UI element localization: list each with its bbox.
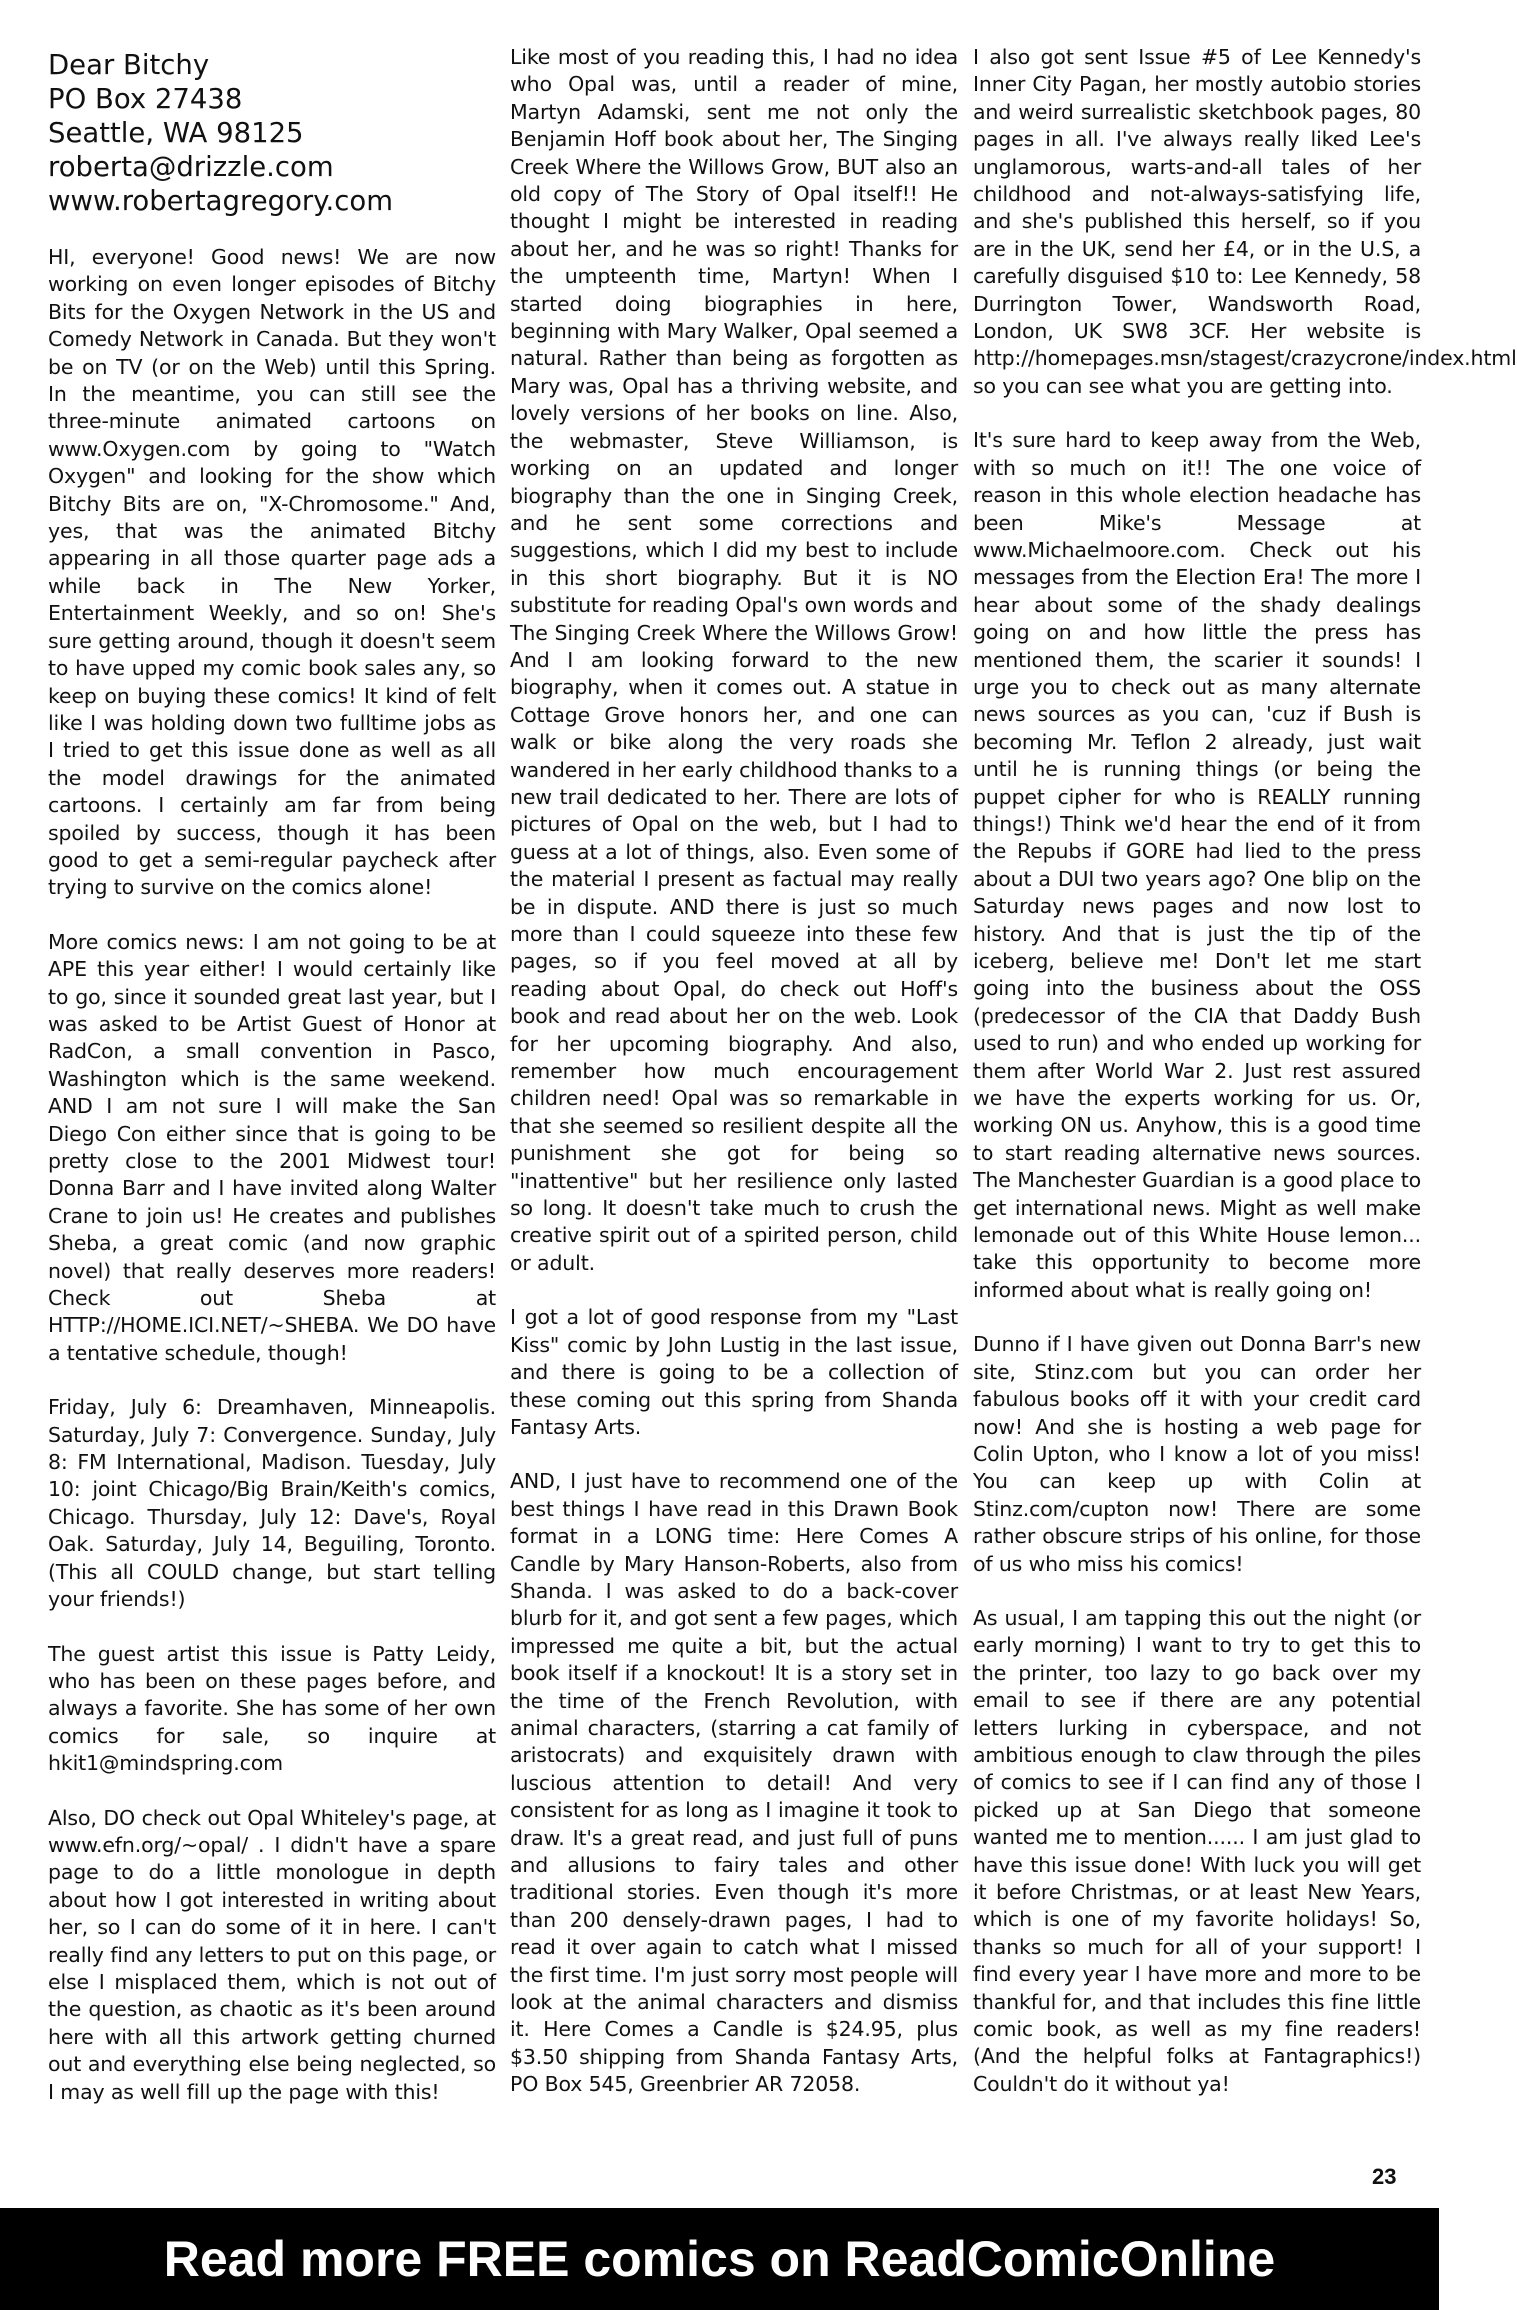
paragraph: More comics news: I am not going to be at APE this year either! I would certainly like to go, since it sounded great last year, but I was asked to be Artist Guest of Honor at RadCon, a small convention in Pasco, Washington which is the same weekend. AND I am not sure I will make the San Diego Con either since that is going to be pretty close to the 2001 Midwest tour! Donna Barr and I have invited along Walter Crane to join us! He creates and publishes Sheba, a great comic (and now graphic novel) that really deserves more readers! Check out Sheba at HTTP://HOME.ICI.NET/~SHEBA. We DO have a tentative schedule, though! (48, 929, 496, 1365)
mailing-address (48, 48, 496, 218)
address-website: www.robertagregory.com (48, 185, 394, 217)
promo-banner (0, 2208, 1439, 2310)
page-number: 23 (1372, 2164, 1397, 2189)
banner-text: Read more FREE comics on ReadComicOnline (163, 2231, 1276, 2287)
paragraph: AND, I just have to recommend one of the best things I have read in this Drawn Book format in a LONG time: Here Comes A Candle by Mary Hanson-Roberts, also from Shanda. I was asked to do a back-cover blurb for it, and got sent a few pages, which impressed me quite a bit, but the actual book itself if a knockout! It is a story set in the time of the French Revolution, with animal characters, (starring a cat family of aristocrats) and exquisitely drawn with luscious attention to detail! And very consistent for as long as I imagine it took to draw. It's a great read, and just full of puns and allusions to fairy tales and other traditional stories. Even though it's more than 200 densely-drawn pages, I had to read it over again to catch what I missed the first time. I'm just sorry most people will look at the animal characters and dismiss it. Here Comes a Candle is $24.95, plus $3.50 shipping from Shanda Fantasy Arts, PO Box 545, Greenbrier AR 72058. (510, 1469, 958, 2097)
paragraph: I also got sent Issue #5 of Lee Kennedy's Inner City Pagan, her mostly autobio stories and weird surrealistic sketchbook pages, 80 pages in all. I've always really liked Lee's unglamorous, warts-and-all tales of her childhood and not-always-satisfying life, and she's published this herself, so if you are in the UK, send her £4, or in the U.S, a carefully disguised $10 to: Lee Kennedy, 58 Durrington Tower, Wandsworth Road, London, UK SW8 3CF. Her website is http://homepages.msn/stagest/crazycrone/index.html so you can see what you are getting into. (973, 45, 1517, 398)
paragraph: As usual, I am tapping this out the night (or early morning) I want to try to get this to the printer, too lazy to go back over my email to see if there are any potential letters lurking in cyberspace, and not ambitious enough to claw through the piles of comics to see if I can find any of those I picked up at San Diego that someone wanted me to mention...... I am just glad to have this issue done! With luck you will get it before Christmas, or at least New Years, which is one of my favorite holidays! So, thanks so much for all of your support! I find every year I have more and more to be thankful for, and that includes this fine little comic book, as well as my fine readers! (And the helpful folks at Fantagraphics!) Couldn't do it without ya! (973, 1605, 1421, 2096)
column-2 (510, 44, 958, 2126)
column-3 (973, 44, 1517, 2125)
address-city: Seattle, WA 98125 (48, 117, 304, 149)
paragraph: It's sure hard to keep away from the Web, with so much on it!! The one voice of reason in this whole election headache has been Mike's Message at www.Michaelmoore.com. Check out his messages from the Election Era! The more I hear about some of the shady dealings going on and how little the press has mentioned them, the scarier it sounds! I urge you to check out as many alternate news sources as you can, 'cuz if Bush is becoming Mr. Teflon 2 already, just wait until he is running things (or being the puppet cipher for who is REALLY running things!) Think we'd hear the end of it from the Repubs if GORE had lied to the press about a DUI two years ago? One blip on the Saturday news pages and now lost to history. And that is just the tip of the iceberg, believe me! Don't let me start going into the business about the OSS (predecessor of the CIA that Daddy Bush used to run) and who ended up working for them after World War 2. Just rest assured we have the experts working for us. Or, working ON us. Anyhow, this is a good time to start reading alternative news sources. The Manchester Guardian is a good place to get international news. Might as well make lemonade out of this White House lemon... take this opportunity to become more informed about what is really going on! (973, 428, 1421, 1302)
address-po-box: PO Box 27438 (48, 83, 243, 115)
paragraph: Also, DO check out Opal Whiteley's page, at www.efn.org/~opal/ . I didn't have a spare page to do a little monologue in depth about how I got interested in writing about her, so I can do some of it in here. I can't really find any letters to put on this page, or else I misplaced them, which is not out of the question, as chaotic as it's been around here with all this artwork getting churned out and everything else being neglected, so I may as well fill up the page with this! (48, 1805, 496, 2104)
column-1 (48, 48, 496, 2133)
paragraph: The guest artist this issue is Patty Leidy, who has been on these pages before, and always a favorite. She has some of her own comics for sale, so inquire at hkit1@mindspring.com (48, 1641, 496, 1776)
address-salutation: Dear Bitchy (48, 49, 210, 81)
address-email: roberta@drizzle.com (48, 151, 334, 183)
paragraph: Friday, July 6: Dreamhaven, Minneapolis. Saturday, July 7: Convergence. Sunday, July 8: FM International, Madison. Tuesday, July 10: joint Chicago/Big Brain/Keith's comics, Chicago. Thursday, July 12: Dave's, Royal Oak. Saturday, July 14, Beguiling, Toronto. (This all COULD change, but start telling your friends!) (48, 1395, 496, 1612)
paragraph: HI, everyone! Good news! We are now working on even longer episodes of Bitchy Bits for the Oxygen Network in the US and Comedy Network in Canada. But they won't be on TV (or on the Web) until this Spring. In the meantime, you can still see the three-minute animated cartoons on www.Oxygen.com by going to "Watch Oxygen" and looking for the show which Bitchy Bits are on, "X-Chromosome." And, yes, that was the animated Bitchy appearing in all those quarter page ads a while back in The New Yorker, Entertainment Weekly, and so on! She's sure getting around, though it doesn't seem to have upped my comic book sales any, so keep on buying these comics! It kind of felt like I was holding down two fulltime jobs as I tried to get this issue done as well as all the model drawings for the animated cartoons. I certainly am far from being spoiled by success, though it has been good to get a semi-regular paycheck after trying to survive on the comics alone! (48, 245, 496, 900)
paragraph: I got a lot of good response from my "Last Kiss" comic by John Lustig in the last issue, and there is going to be a collection of these coming out this spring from Shanda Fantasy Arts. (510, 1305, 958, 1439)
paragraph: Like most of you reading this, I had no idea who Opal was, until a reader of mine, Martyn Adamski, sent me not only the Benjamin Hoff book about her, The Singing Creek Where the Willows Grow, BUT also an old copy of The Story of Opal itself!! He thought I might be interested in reading about her, and he was so right! Thanks for the umpteenth time, Martyn! When I started doing biographies in here, beginning with Mary Walker, Opal seemed a natural. Rather than being as forgotten as Mary was, Opal has a thriving website, and lovely versions of her books on line. Also, the webmaster, Steve Williamson, is working on an updated and longer biography than the one in Singing Creek, and he sent some corrections and suggestions, which I did my best to include in this short biography. But it is NO substitute for reading Opal's own words and The Singing Creek Where the Willows Grow! And I am looking forward to the new biography, when it comes out. A statue in Cottage Grove honors her, and one can walk or bike along the very roads she wandered in her early childhood thanks to a new trail dedicated to her. There are lots of pictures of Opal on the web, but I had to guess at a lot of things, also. Even some of the material I present as factual may really be in dispute. AND there is just so much more than I could squeeze into these few pages, so if you feel moved at all by reading about Opal, do check out Hoff's book and read about her on the web. Look for her upcoming biography. And also, remember how much encouragement children need! Opal was so remarkable in that she seemed so resilient despite all the punishment she got for being so "inattentive" but her resilience only lasted so long. It doesn't take much to crush the creative spirit out of a spirited person, child or adult. (510, 45, 958, 1275)
paragraph: Dunno if I have given out Donna Barr's new site, Stinz.com but you can order her fabulous books off it with your credit card now! And she is hosting a web page for Colin Upton, who I know a lot of you miss! You can keep up with Colin at Stinz.com/cupton now! There are some rather obscure strips of his online, for those of us who miss his comics! (973, 1332, 1421, 1576)
